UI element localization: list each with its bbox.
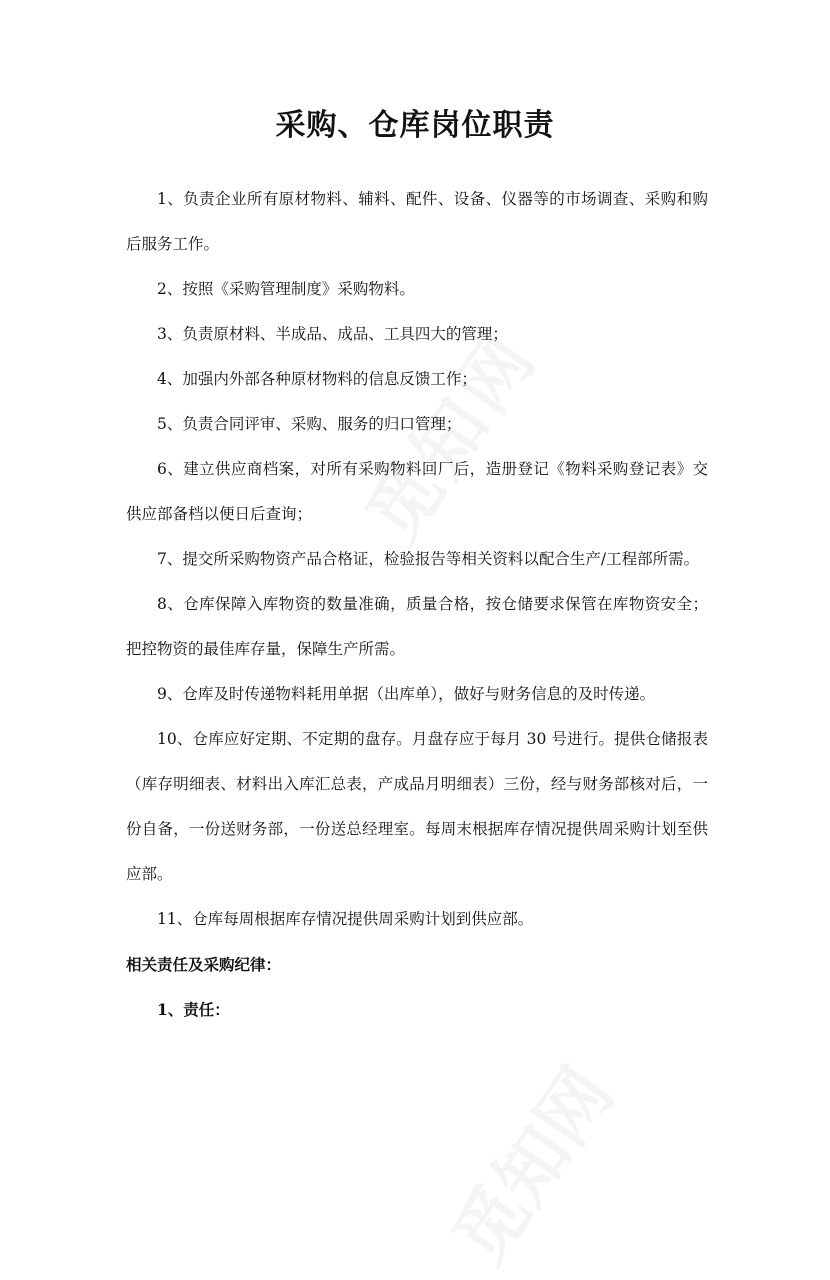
paragraph-2: 2、按照《采购管理制度》采购物料。: [157, 280, 415, 298]
paragraph-7: 7、提交所采购物资产品合格证，检验报告等相关资料以配合生产/工程部所需。: [157, 550, 700, 568]
paragraph-8: 8、仓库保障入库物资的数量准确，质量合格，按仓储要求保管在库物资安全；把控物资的最佳库存量，保障生产所需。: [126, 595, 708, 658]
paragraph-9: 9、仓库及时传递物料耗用单据（出库单），做好与财务信息的及时传递。: [157, 685, 656, 703]
paragraph-11: 11、仓库每周根据库存情况提供周采购计划到供应部。: [157, 910, 534, 928]
paragraph-6: 6、建立供应商档案，对所有采购物料回厂后，造册登记《物料采购登记表》交供应部备档以便日后查询；: [126, 460, 708, 523]
section-heading: 相关责任及采购纪律：: [126, 955, 282, 974]
paragraph-3: 3、负责原材料、半成品、成品、工具四大的管理；: [157, 325, 508, 343]
paragraph-10: 10、仓库应好定期、不定期的盘存。月盘存应于每月 30 号进行。提供仓储报表（库存明细表、材料出入库汇总表，产成品月明细表）三份，经与财务部核对后，一份自备，一份送财务部，一份送总经理室。每周末根据库存情况提供周采购计划至供应部。: [126, 730, 708, 883]
document-body: [126, 177, 708, 1032]
paragraph-5: 5、负责合同评审、采购、服务的归口管理；: [157, 415, 462, 433]
watermark-bottom: [423, 1044, 632, 1280]
sub-heading: 1、责任：: [157, 1000, 230, 1019]
page-title: 采购、仓库岗位职责: [275, 108, 555, 143]
paragraph-1: 1、负责企业所有原材物料、辅料、配件、设备、仪器等的市场调查、采购和购后服务工作。: [126, 190, 708, 253]
paragraph-4: 4、加强内外部各种原材物料的信息反馈工作；: [157, 370, 477, 388]
